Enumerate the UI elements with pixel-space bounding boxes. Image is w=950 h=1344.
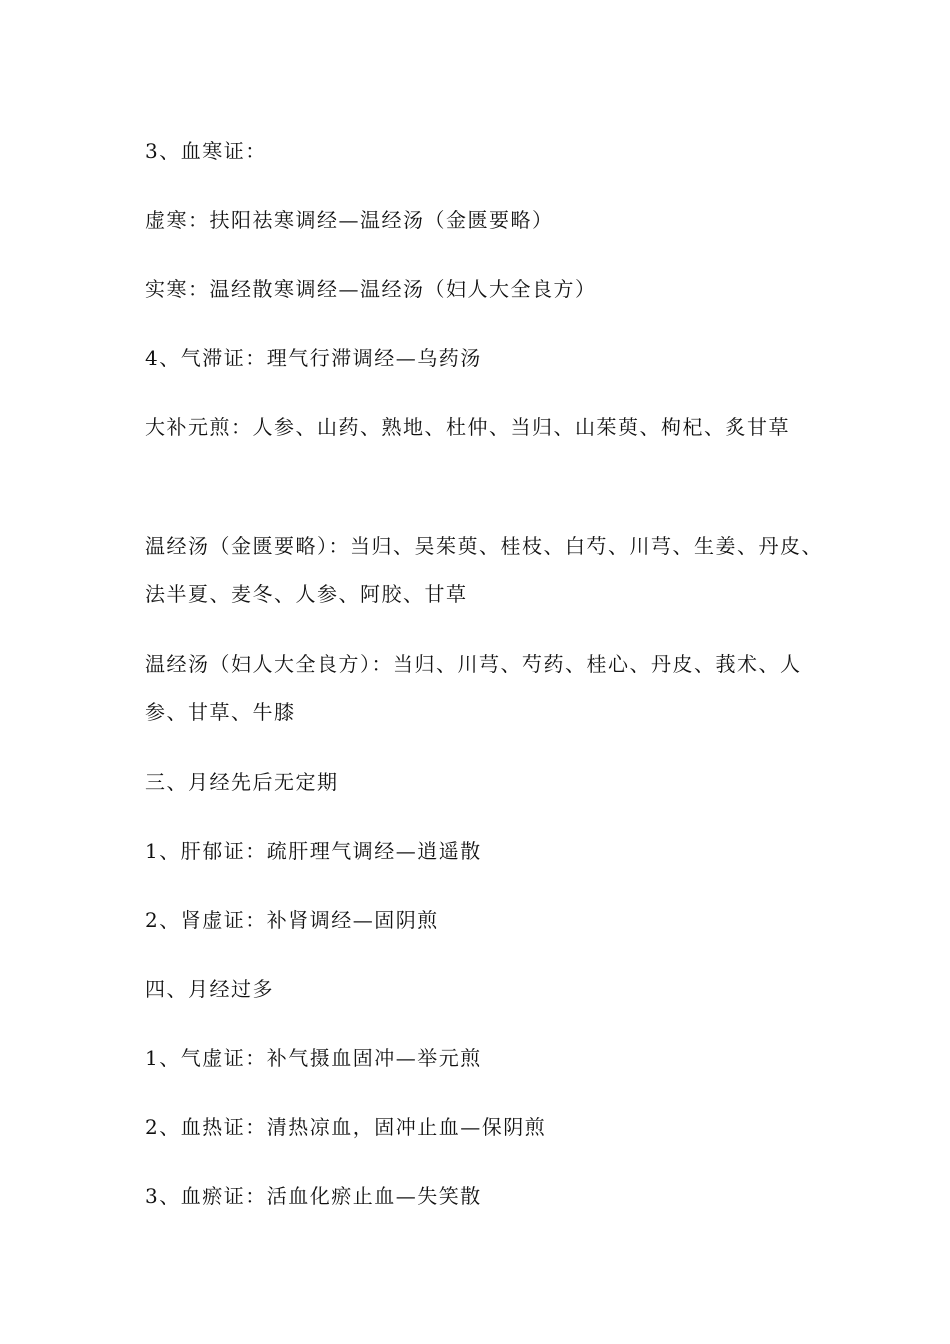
paragraph-da-bu-yuan-jian: 大补元煎：人参、山药、熟地、杜仲、当归、山茱萸、枸杞、炙甘草 (145, 415, 790, 439)
section-heading-irregular-cycle: 三、月经先后无定期 (145, 770, 339, 794)
paragraph-kidney-deficiency: 2、肾虚证：补肾调经—固阴煎 (145, 908, 439, 932)
paragraph-blood-heat: 2、血热证：清热凉血，固冲止血—保阴煎 (145, 1115, 547, 1139)
paragraph-wen-jing-tang-furen: 温经汤（妇人大全良方）：当归、川芎、芍药、桂心、丹皮、莪术、人参、甘草、牛膝 (145, 652, 802, 724)
paragraph-blood-cold-heading: 3、血寒证： (145, 139, 267, 163)
section-heading-menorrhagia: 四、月经过多 (145, 977, 274, 1001)
paragraph-blood-stasis: 3、血瘀证：活血化瘀止血—失笑散 (145, 1184, 482, 1208)
paragraph-wen-jing-tang-jingui: 温经汤（金匮要略）：当归、吴茱萸、桂枝、白芍、川芎、生姜、丹皮、法半夏、麦冬、人参、阿胶、甘草 (145, 534, 823, 606)
paragraph-deficiency-cold: 虚寒：扶阳祛寒调经—温经汤（金匮要略） (145, 208, 554, 232)
paragraph-liver-depression: 1、肝郁证：疏肝理气调经—逍遥散 (145, 839, 482, 863)
paragraph-qi-stagnation: 4、气滞证：理气行滞调经—乌药汤 (145, 346, 482, 370)
paragraph-excess-cold: 实寒：温经散寒调经—温经汤（妇人大全良方） (145, 277, 597, 301)
paragraph-qi-deficiency: 1、气虚证：补气摄血固冲—举元煎 (145, 1046, 482, 1070)
